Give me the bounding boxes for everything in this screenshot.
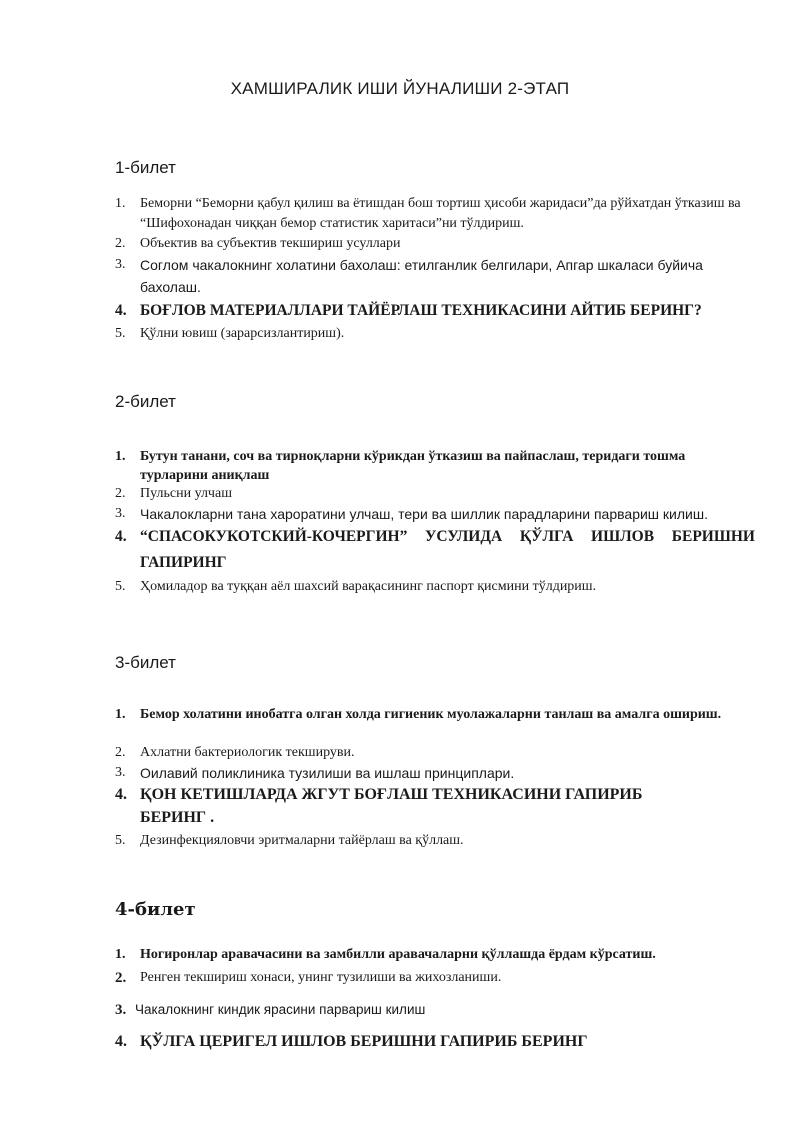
item-text: Беморни “Беморни қабул қилиш ва ётишдан бош тортиш ҳисоби жаридаси”да рўйхатдан ўтказиш ва “Шифохонадан чиққан бемор статистик харитаси”ни тўлдириш. — [140, 196, 741, 231]
item-text: Бутун танани, соч ва тирноқларни кўрикдан ўтказиш ва пайпаслаш, теридаги тошма турларини аниқлаш — [140, 449, 686, 483]
item-number: 3. — [115, 257, 126, 272]
ticket-1-item-3 — [115, 254, 755, 298]
item-number: 3. — [115, 506, 126, 521]
item-text: БОҒЛОВ МАТЕРИАЛЛАРИ ТАЙЁРЛАШ ТЕХНИКАСИНИ АЙТИБ БЕРИНГ? — [140, 302, 702, 319]
ticket-3-item-5 — [115, 831, 755, 851]
item-text: Чакалокнинг киндик ярасини парвариш килиш — [135, 1002, 426, 1017]
ticket-3-item-1 — [115, 705, 755, 724]
item-number: 4. — [115, 528, 127, 545]
page-title: ХАМШИРАЛИК ИШИ ЙУНАЛИШИ 2-ЭТАП — [230, 79, 570, 98]
item-number: 4. — [115, 302, 127, 319]
item-number: 2. — [115, 745, 126, 760]
item-number: 5. — [115, 326, 126, 341]
item-number: 1. — [115, 449, 126, 464]
item-text: Оилавий поликлиника тузилиши ва ишлаш принциплари. — [140, 765, 515, 781]
ticket-1-item-4 — [115, 298, 755, 324]
item-number: 2. — [115, 486, 126, 501]
item-text: Бемор холатини инобатга олган холда гигиеник муолажаларни танлаш ва амалга ошириш. — [140, 707, 722, 722]
ticket-4-item-2 — [115, 968, 755, 988]
item-text: Пульсни улчаш — [140, 486, 232, 501]
ticket-1-item-5 — [115, 324, 755, 344]
item-number: 1. — [115, 707, 126, 722]
item-text: Объектив ва субъектив текшириш усуллари — [140, 236, 401, 251]
ticket-3-item-4 — [115, 783, 675, 829]
ticket-2-item-5 — [115, 577, 755, 597]
item-text: Чакалокларни тана хароратини улчаш, тери ва шиллик парадларини парвариш килиш. — [140, 506, 708, 522]
item-number: 5. — [115, 833, 126, 848]
ticket-1-item-2 — [115, 234, 755, 254]
item-text: Ногиронлар аравачасини ва замбилли аравачаларни қўллашда ёрдам кўрсатиш. — [140, 947, 656, 962]
item-text: Ахлатни бактериологик текшируви. — [140, 745, 355, 760]
ticket-2-item-2 — [115, 484, 755, 504]
ticket-2-item-1 — [115, 447, 755, 485]
item-number: 2. — [115, 970, 127, 986]
item-text: Ҳомиладор ва туққан аёл шахсий варақасининг паспорт қисмини тўлдириш. — [140, 579, 597, 594]
item-number: 3. — [115, 765, 126, 780]
item-text: Қўлни ювиш (зарарсизлантириш). — [140, 326, 345, 341]
item-number: 3. — [115, 1002, 127, 1018]
ticket-4-item-3 — [115, 1000, 755, 1020]
item-number: 2. — [115, 236, 126, 251]
item-text: ҚЎЛГА ЦЕРИГЕЛ ИШЛОВ БЕРИШНИ ГАПИРИБ БЕРИНГ — [140, 1033, 588, 1050]
item-number: 1. — [115, 196, 126, 211]
item-number: 4. — [115, 1033, 127, 1050]
item-text: Ренген текшириш хонаси, унинг тузилиши ва жихозланиши. — [140, 970, 502, 985]
item-number: 4. — [115, 786, 127, 803]
ticket-2-item-3 — [115, 504, 755, 524]
item-text: “СПАСОКУКОТСКИЙ-КОЧЕРГИН” УСУЛИДА ҚЎЛГА ИШЛОВ БЕРИШНИ ГАПИРИНГ — [140, 528, 755, 571]
item-number: 1. — [115, 947, 126, 962]
ticket-3-item-3 — [115, 763, 755, 783]
ticket-3-item-2 — [115, 743, 755, 763]
item-number: 5. — [115, 579, 126, 594]
ticket-2-item-4 — [115, 524, 755, 576]
ticket-4-heading: 4-билет — [115, 899, 196, 920]
ticket-4-item-1 — [115, 945, 755, 965]
ticket-4-item-4 — [115, 1031, 755, 1053]
ticket-1-item-1 — [115, 194, 755, 234]
item-text: ҚОН КЕТИШЛАРДА ЖГУТ БОҒЛАШ ТЕХНИКАСИНИ ГАПИРИБ БЕРИНГ . — [140, 786, 643, 826]
item-text: Дезинфекцияловчи эритмаларни тайёрлаш ва қўллаш. — [140, 833, 464, 848]
ticket-2-heading: 2-билет — [115, 392, 176, 411]
item-text: Соглом чакалокнинг холатини бахолаш: етилганлик белгилари, Апгар шкаласи буйича бахолаш. — [140, 257, 703, 295]
ticket-1-heading: 1-билет — [115, 158, 176, 177]
ticket-3-heading: 3-билет — [115, 653, 176, 672]
